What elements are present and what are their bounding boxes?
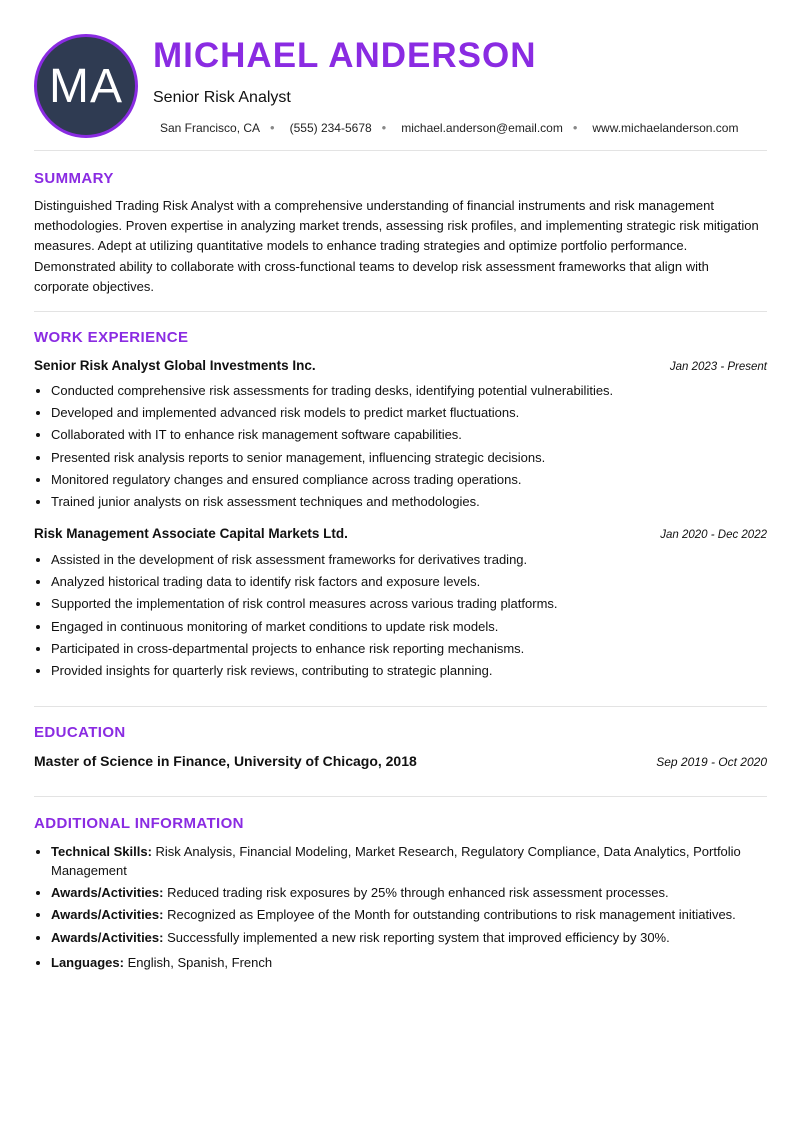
education-heading: EDUCATION [34, 724, 126, 741]
list-item: • Engaged in continuous monitoring of market conditions to update risk models. [51, 616, 771, 638]
list-item: • Presented risk analysis reports to senior management, influencing strategic decisions. [51, 447, 771, 469]
separator-dot: • [572, 120, 578, 135]
list-item: • Monitored regulatory changes and ensured compliance across trading operations. [51, 469, 771, 491]
education-degree: Master of Science in Finance, University of Chicago, 2018 [34, 753, 417, 769]
contact-email[interactable]: michael.anderson@email.com [401, 120, 563, 135]
avatar-initials: MA [49, 59, 123, 113]
list-item: • Supported the implementation of risk control measures across various trading platforms. [51, 593, 771, 615]
job-bullets [34, 549, 771, 682]
education-entry [34, 753, 767, 769]
divider [34, 706, 767, 707]
list-item: • Provided insights for quarterly risk reviews, contributing to strategic planning. [51, 660, 771, 682]
candidate-name: MICHAEL ANDERSON [153, 36, 537, 75]
candidate-title: Senior Risk Analyst [153, 89, 291, 106]
contact-phone: (555) 234-5678 [289, 120, 372, 135]
contact-info [160, 120, 738, 135]
list-item: • Developed and implemented advanced risk models to predict market fluctuations. [51, 402, 771, 424]
summary-text: Distinguished Trading Risk Analyst with a comprehensive understanding of financial instruments and risk management methodologies. Proven expertise in analyzing market trends, assessing risk profiles, and implementing strategic risk mitigation measures. Adept at utilizing quantitative models to enhance trading strategies and optimize portfolio performance. Demonstrated ability to collaborate with cross-functional teams to develop risk assessment frameworks that align with corporate objectives. [34, 198, 759, 294]
job-header [34, 526, 767, 541]
info-label: Awards/Activities: [51, 885, 164, 901]
divider [34, 150, 767, 151]
summary-heading: SUMMARY [34, 170, 114, 187]
info-label: Languages: [51, 954, 124, 970]
info-text: Risk Analysis, Financial Modeling, Market Research, Regulatory Compliance, Data Analytics, Portfolio Management [51, 844, 741, 878]
list-item [51, 842, 769, 880]
list-item [51, 953, 769, 972]
list-item [51, 928, 769, 947]
info-label: Technical Skills: [51, 844, 152, 859]
list-item: • Conducted comprehensive risk assessments for trading desks, identifying potential vulnerabilities. [51, 380, 771, 402]
list-item: • Analyzed historical trading data to identify risk factors and exposure levels. [51, 571, 771, 593]
separator-dot: • [381, 120, 387, 135]
list-item: • Trained junior analysts on risk assessment techniques and methodologies. [51, 491, 771, 513]
info-text: Recognized as Employee of the Month for outstanding contributions to risk management initiatives. [163, 907, 736, 923]
info-text: Reduced trading risk exposures by 25% through enhanced risk assessment processes. [163, 885, 669, 901]
additional-info-heading: ADDITIONAL INFORMATION [34, 815, 244, 832]
info-text: Successfully implemented a new risk reporting system that improved efficiency by 30%. [163, 929, 670, 945]
separator-dot: • [270, 120, 275, 135]
contact-location: San Francisco, CA [160, 120, 261, 135]
job-header [34, 358, 767, 373]
info-label: Awards/Activities: [51, 907, 164, 923]
work-experience-heading: WORK EXPERIENCE [34, 329, 189, 346]
contact-website[interactable]: www.michaelanderson.com [592, 120, 739, 135]
job-role: Senior Risk Analyst Global Investments Inc. [34, 358, 316, 373]
divider [34, 311, 767, 312]
job-dates: Jan 2020 - Dec 2022 [660, 529, 767, 541]
education-dates: Sep 2019 - Oct 2020 [656, 755, 767, 769]
list-item [51, 883, 769, 902]
list-item: • Collaborated with IT to enhance risk management software capabilities. [51, 424, 771, 446]
list-item [51, 905, 769, 924]
info-text: English, Spanish, French [123, 954, 273, 970]
job-dates: Jan 2023 - Present [669, 361, 767, 373]
divider [34, 796, 767, 797]
job-bullets [34, 380, 771, 513]
list-item: • Participated in cross-departmental projects to enhance risk reporting mechanisms. [51, 638, 771, 660]
list-item: • Assisted in the development of risk assessment frameworks for derivatives trading. [51, 549, 771, 571]
info-label: Awards/Activities: [51, 929, 164, 945]
job-role: Risk Management Associate Capital Markets Ltd. [34, 526, 348, 541]
additional-info-list [34, 842, 769, 975]
avatar [34, 34, 138, 138]
